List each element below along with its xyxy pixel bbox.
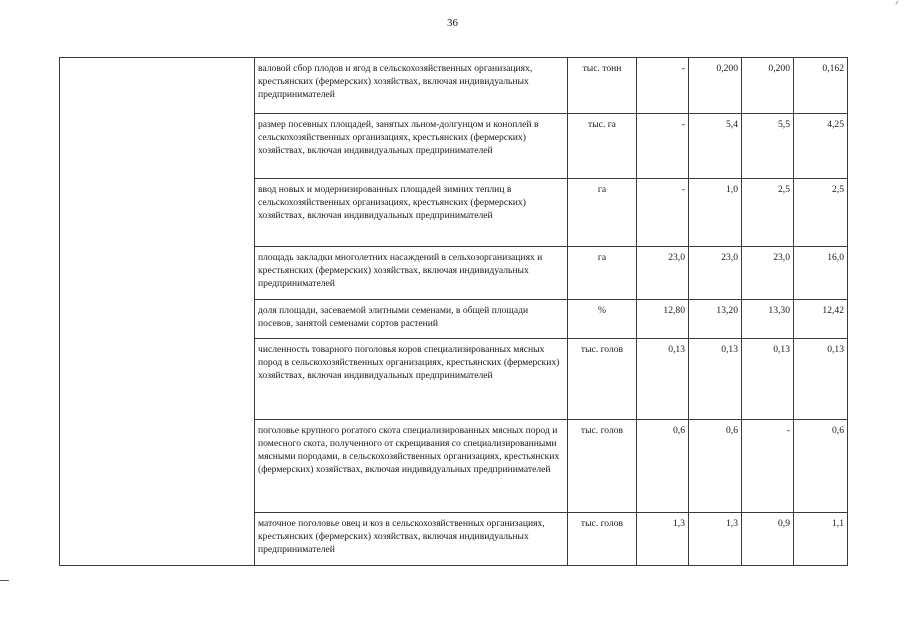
value-cell: 0,6 bbox=[689, 420, 742, 513]
value-cell: - bbox=[742, 420, 794, 513]
unit-cell: га bbox=[568, 179, 637, 247]
value-cell: 23,0 bbox=[742, 247, 794, 300]
indicator-cell: численность товарного поголовья коров специализированных мясных пород в сельскохозяйственных организациях, крестьянских (фермерских) хозяйствах, включая индивидуальных предпринимателей bbox=[255, 339, 568, 420]
value-cell: 12,42 bbox=[794, 300, 848, 339]
value-cell: 1,3 bbox=[689, 513, 742, 566]
empty-column-cell bbox=[60, 58, 255, 566]
value-cell: 1,3 bbox=[637, 513, 689, 566]
value-cell: 0,13 bbox=[794, 339, 848, 420]
value-cell: 0,13 bbox=[742, 339, 794, 420]
value-cell: 0,13 bbox=[689, 339, 742, 420]
value-cell: 0,162 bbox=[794, 58, 848, 114]
unit-cell: тыс. га bbox=[568, 114, 637, 179]
unit-cell: тыс. голов bbox=[568, 420, 637, 513]
value-cell: 23,0 bbox=[689, 247, 742, 300]
value-cell: - bbox=[637, 179, 689, 247]
value-cell: - bbox=[637, 114, 689, 179]
value-cell: 0,6 bbox=[794, 420, 848, 513]
unit-cell: тыс. голов bbox=[568, 513, 637, 566]
value-cell: 13,30 bbox=[742, 300, 794, 339]
unit-cell: тыс. тонн bbox=[568, 58, 637, 114]
value-cell: 23,0 bbox=[637, 247, 689, 300]
value-cell: 1,1 bbox=[794, 513, 848, 566]
margin-mark bbox=[0, 580, 9, 581]
value-cell: 2,5 bbox=[742, 179, 794, 247]
value-cell: 16,0 bbox=[794, 247, 848, 300]
value-cell: 0,200 bbox=[689, 58, 742, 114]
table-row bbox=[60, 58, 848, 114]
value-cell: 0,6 bbox=[637, 420, 689, 513]
value-cell: 1,0 bbox=[689, 179, 742, 247]
indicator-cell: доля площади, засеваемой элитными семенами, в общей площади посевов, занятой семенами сортов растений bbox=[255, 300, 568, 339]
indicators-table bbox=[59, 57, 848, 566]
indicator-cell: маточное поголовье овец и коз в сельскохозяйственных организациях, крестьянских (фермерских) хозяйствах, включая индивидуальных предпринимателей bbox=[255, 513, 568, 566]
page-number: 36 bbox=[447, 17, 458, 29]
indicator-cell: поголовье крупного рогатого скота специализированных мясных пород и помесного скота, полученного от скрещивания со специализированными мясными породами, в сельскохозяйственных организациях, крестьянских (фермерских) хозяйствах, включая индивидуальных предпринимателей bbox=[255, 420, 568, 513]
value-cell: 13,20 bbox=[689, 300, 742, 339]
value-cell: 0,200 bbox=[742, 58, 794, 114]
value-cell: 5,4 bbox=[689, 114, 742, 179]
indicator-cell: валовой сбор плодов и ягод в сельскохозяйственных организациях, крестьянских (фермерских) хозяйствах, включая индивидуальных предпринимателей bbox=[255, 58, 568, 114]
value-cell: 4,25 bbox=[794, 114, 848, 179]
value-cell: 0,13 bbox=[637, 339, 689, 420]
indicator-cell: ввод новых и модернизированных площадей зимних теплиц в сельскохозяйственных организациях, крестьянских (фермерских) хозяйствах, включая индивидуальных предпринимателей bbox=[255, 179, 568, 247]
unit-cell: га bbox=[568, 247, 637, 300]
indicator-cell: размер посевных площадей, занятых льном-долгунцом и коноплей в сельскохозяйственных организациях, крестьянских (фермерских) хозяйствах, включая индивидуальных предпринимателей bbox=[255, 114, 568, 179]
value-cell: 12,80 bbox=[637, 300, 689, 339]
value-cell: 5,5 bbox=[742, 114, 794, 179]
corner-mark bbox=[895, 1, 898, 5]
value-cell: - bbox=[637, 58, 689, 114]
unit-cell: % bbox=[568, 300, 637, 339]
value-cell: 0,9 bbox=[742, 513, 794, 566]
unit-cell: тыс. голов bbox=[568, 339, 637, 420]
indicator-cell: площадь закладки многолетних насаждений в сельхозорганизациях и крестьянских (фермерских) хозяйствах, включая индивидуальных предпринимателей bbox=[255, 247, 568, 300]
value-cell: 2,5 bbox=[794, 179, 848, 247]
